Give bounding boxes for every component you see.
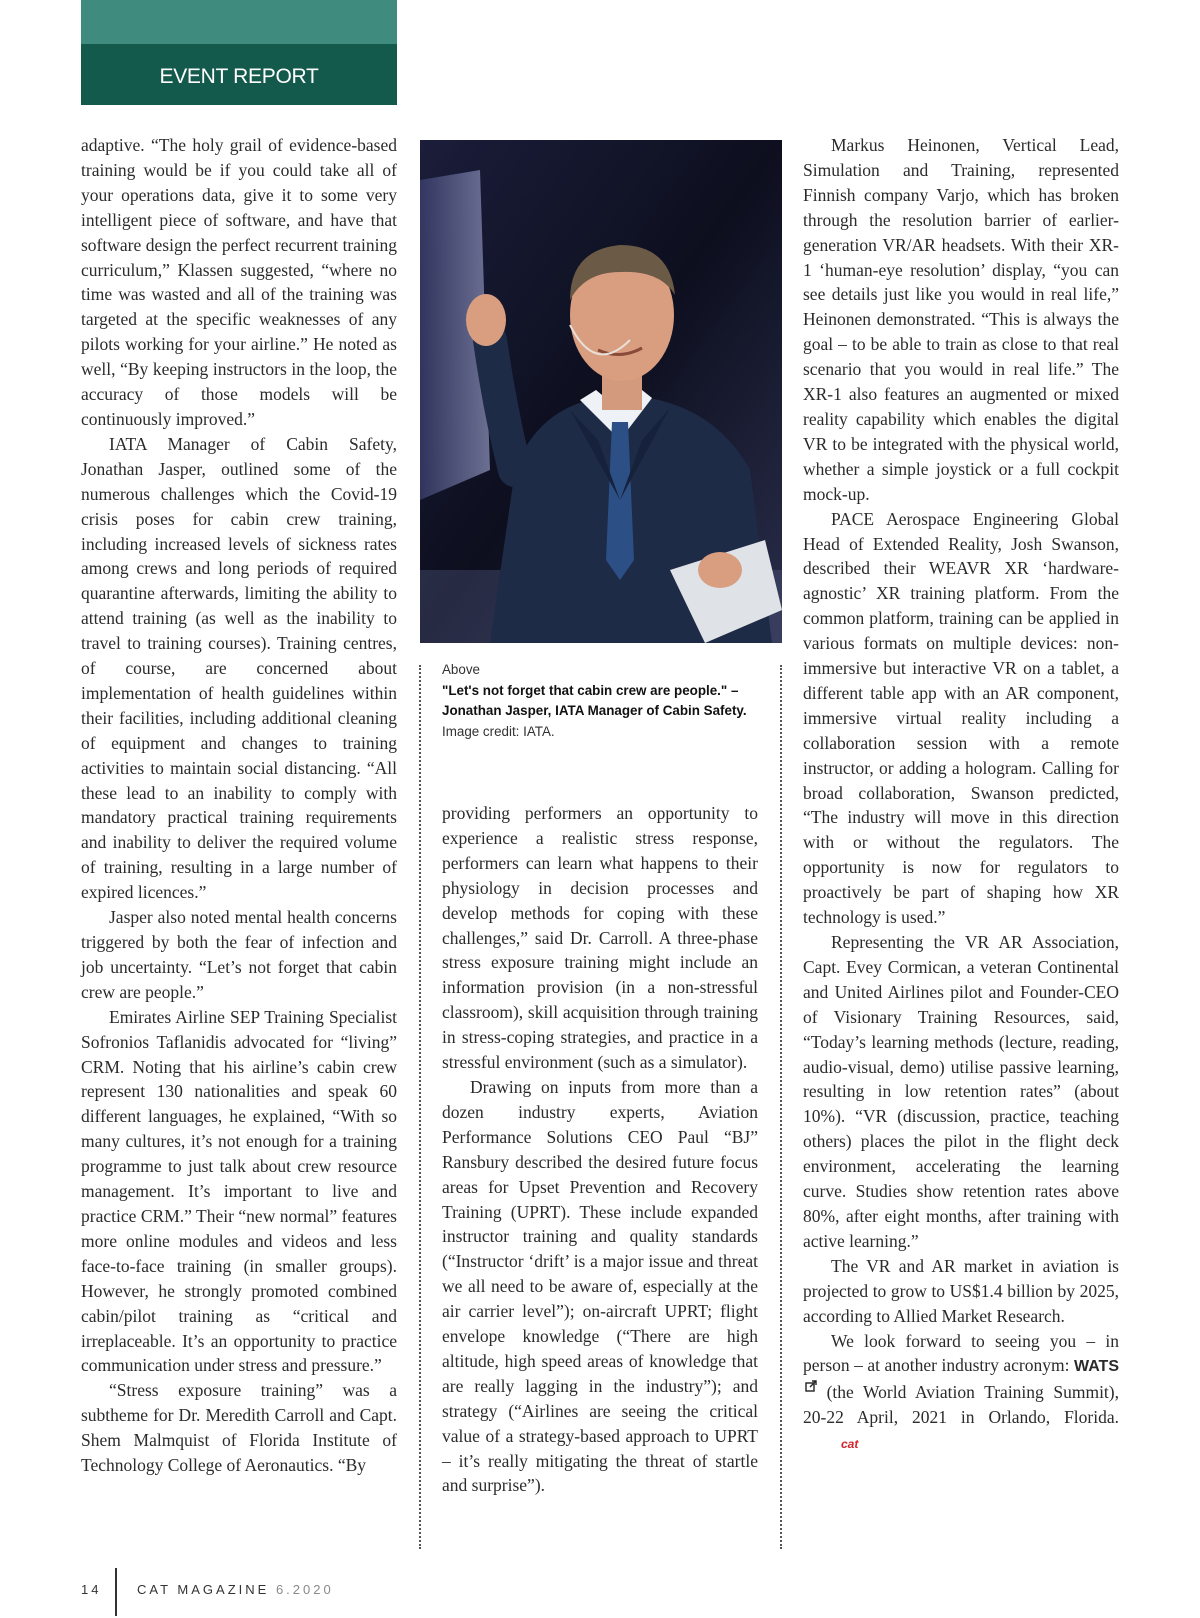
speaker-illustration	[420, 140, 782, 643]
magazine-title: CAT MAGAZINE	[137, 1582, 270, 1597]
paragraph: Emirates Airline SEP Training Specialist Sofronios Taflanidis advocated for “living” CRM. Noting that his airline’s cabin crew represent 130 nationalities and speak 60 different languages, he explained, “With so many cultures, it’s not enough for a training programme to just talk about crew resource management. It’s important to live and practice CRM.” Their “new normal” features more online modules and videos and less face-to-face training (in smaller groups). However, he strongly promoted combined cabin/pilot training as “critical and irreplaceable. It’s an opportunity to practice communication under stress and pressure.”	[81, 1006, 397, 1376]
paragraph-final	[803, 1329, 1119, 1458]
footer-divider	[115, 1568, 117, 1616]
paragraph-text: (the World Aviation Training Summit), 20-22 April, 2021 in Orlando, Florida.	[803, 1382, 1119, 1428]
caption-credit: Image credit: IATA.	[442, 723, 555, 739]
article-column-right	[803, 133, 1119, 1457]
paragraph: Jasper also noted mental health concerns triggered by both the fear of infection and job uncertainty. “Let’s not forget that cabin crew are people.”	[81, 907, 397, 1002]
paragraph: Markus Heinonen, Vertical Lead, Simulation and Training, represented Finnish company Varjo, which has broken through the resolution barrier of earlier-generation VR/AR headsets. With their XR-1 ‘human-eye resolution’ display, “you can see details just like you would in real life,” Heinonen demonstrated. “This is always the goal – to be able to train as close to that real scenario that you would in real life.” The XR-1 also features an augmented or mixed reality capability which enables the digital VR to be integrated with the physical world, whether a simple joystick or a full cockpit mock-up.	[803, 135, 1119, 504]
section-tab-accent	[81, 0, 397, 44]
page-footer	[81, 1568, 581, 1618]
caption-label: Above	[442, 662, 480, 677]
speaker-photo	[420, 140, 782, 643]
external-link-icon[interactable]	[805, 1380, 817, 1392]
issue-number: 6.2020	[275, 1582, 334, 1597]
photo-caption	[442, 660, 762, 742]
paragraph: Drawing on inputs from more than a dozen industry experts, Aviation Performance Solutions CEO Paul “BJ” Ransbury described the desired future focus areas for Upset Prevention and Recovery Training (UPRT). These include expanded instructor training and quality standards (“Instructor ‘drift’ is a major issue and threat we all need to be aware of, especially at the air carrier level”); on-aircraft UPRT; flight envelope knowledge (“There are high altitude, high speed areas of knowledge that are really lagging in the industry”); and strategy (“Airlines are seeing the critical value of a strategy-based approach to UPRT – it’s really mitigating the threat of startle and surprise”).	[442, 1076, 758, 1496]
page-number: 14	[81, 1582, 102, 1597]
paragraph: IATA Manager of Cabin Safety, Jonathan Jasper, outlined some of the numerous challenges which the Covid-19 crisis poses for cabin crew training, including increased levels of sickness rates among crews and long periods of required quarantine afterwards, limiting the ability to attend training (as well as the inability to travel to training courses). Training centres, of course, are concerned about implementation of health guidelines within their facilities, including additional cleaning of equipment and changes to training activities to maintain social distancing. “All these lead to an inability to comply with mandatory practical training requirements and inability to deliver the required volume of training, resulting in a large number of expired licences.”	[81, 433, 397, 903]
column-divider	[419, 665, 421, 1549]
section-label: EVENT REPORT	[81, 44, 397, 105]
paragraph: providing performers an opportunity to experience a realistic stress response, performers can learn what happens to their physiology in decision processes and develop methods for coping with these challenges,” said Dr. Carroll. A three-phase stress exposure training might include an information provision (in a non-stressful classroom), skill acquisition through training in stress-coping strategies, and practice in a stressful environment (such as a simulator).	[442, 803, 758, 1073]
paragraph-text: We look forward to seeing you – in person – at another industry acronym:	[803, 1330, 1119, 1376]
caption-quote: "Let's not forget that cabin crew are people." – Jonathan Jasper, IATA Manager of Cabin Safety.	[442, 682, 747, 718]
paragraph: adaptive. “The holy grail of evidence-based training would be if you could take all of your operations data, give it to some very intelligent piece of software, and have that software design the perfect recurrent training curriculum,” Klassen suggested, “where no time was wasted and all of the training was targeted at the specific weaknesses of any pilots working for your airline.” He noted as well, “By keeping instructors in the loop, the accuracy of those models will be continuously improved.”	[81, 135, 397, 429]
paragraph: The VR and AR market in aviation is projected to grow to US$1.4 billion by 2025, according to Allied Market Research.	[803, 1255, 1119, 1326]
article-column-middle	[442, 801, 758, 1498]
column-divider	[780, 665, 782, 1549]
paragraph: PACE Aerospace Engineering Global Head of Extended Reality, Josh Swanson, described their WEAVR XR ‘hardware-agnostic’ XR training platform. From the common platform, training can be applied in various formats on multiple devices: non-immersive but interactive VR on a tablet, a different table app with an AR component, immersive virtual reality including a collaboration session with a remote instructor, or adding a hologram. Calling for broad collaboration, Swanson predicted, “The industry will move in this direction with or without the regulators. The opportunity is now for regulators to proactively be part of shaping how XR technology is used.”	[803, 508, 1119, 928]
magazine-name	[137, 1582, 334, 1597]
paragraph: Representing the VR AR Association, Capt. Evey Cormican, a veteran Continental and United Airlines pilot and Founder-CEO of Visionary Training Resources, said, “Today’s learning methods (lecture, reading, audio-visual, demo) utilise passive learning, resulting in low retention rates” (about 10%). “VR (discussion, practice, teaching others) places the pilot in the flight deck environment, accelerating the learning curve. Studies show retention rates above 80%, after eight months, after training with active learning.”	[803, 932, 1119, 1251]
wats-link[interactable]: WATS	[1073, 1358, 1119, 1376]
paragraph: “Stress exposure training” was a subtheme for Dr. Meredith Carroll and Capt. Shem Malmquist of Florida Institute of Technology College of Aeronautics. “By	[81, 1380, 397, 1476]
end-of-article-mark: cat	[841, 1437, 859, 1452]
article-column-left	[81, 133, 397, 1478]
